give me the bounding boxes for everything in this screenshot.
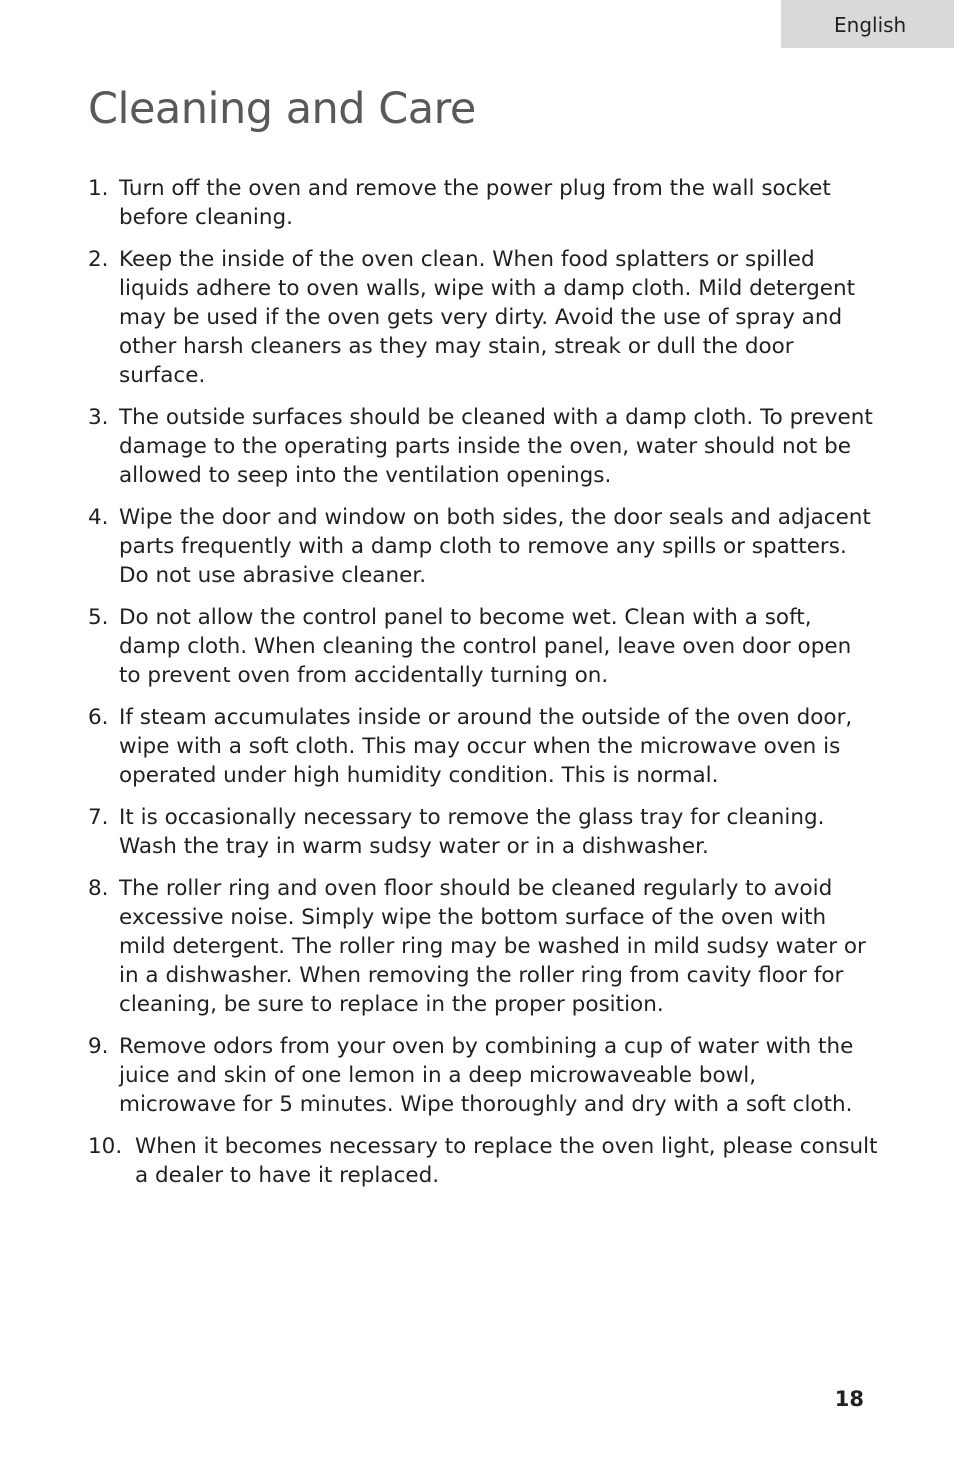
item-text: If steam accumulates inside or around the outside of the oven door, wipe with a soft cloth. This may occur when the microwave oven is operated under high humidity condition. This is normal.	[119, 705, 853, 788]
item-number: 8.	[88, 876, 109, 901]
item-text: The outside surfaces should be cleaned with a damp cloth. To prevent damage to the operating parts inside the oven, water should not be allowed to seep into the ventilation openings.	[119, 405, 873, 488]
list-item	[88, 1032, 878, 1119]
list-item	[88, 403, 878, 490]
item-text: Do not allow the control panel to become wet. Clean with a soft, damp cloth. When cleaning the control panel, leave oven door open to prevent oven from accidentally turning on.	[119, 605, 852, 688]
list-item	[88, 874, 878, 1019]
list-item	[88, 174, 878, 232]
list-item	[88, 803, 878, 861]
item-text: Wipe the door and window on both sides, the door seals and adjacent parts frequently with a damp cloth to remove any spills or spatters. Do not use abrasive cleaner.	[119, 505, 871, 588]
list-item	[88, 603, 878, 690]
item-text: When it becomes necessary to replace the oven light, please consult a dealer to have it replaced.	[135, 1134, 878, 1188]
language-label: English	[834, 13, 907, 37]
list-item	[88, 503, 878, 590]
list-item	[88, 245, 878, 390]
item-text: Keep the inside of the oven clean. When food splatters or spilled liquids adhere to oven walls, wipe with a damp cloth. Mild detergent may be used if the oven gets very dirty. Avoid the use of spray and other harsh cleaners as they may stain, streak or dull the door surface.	[119, 247, 856, 388]
page-title: Cleaning and Care	[88, 84, 476, 134]
instruction-list	[88, 174, 878, 1203]
item-number: 9.	[88, 1034, 109, 1059]
item-number: 10.	[88, 1134, 123, 1159]
page-number: 18	[834, 1387, 864, 1411]
list-item	[88, 703, 878, 790]
item-number: 7.	[88, 805, 109, 830]
item-number: 1.	[88, 176, 109, 201]
item-number: 2.	[88, 247, 109, 272]
list-item	[88, 1132, 878, 1190]
language-tab	[781, 0, 954, 48]
item-number: 5.	[88, 605, 109, 630]
item-number: 4.	[88, 505, 109, 530]
item-number: 6.	[88, 705, 109, 730]
item-text: Remove odors from your oven by combining a cup of water with the juice and skin of one lemon in a deep microwaveable bowl, microwave for 5 minutes. Wipe thoroughly and dry with a soft cloth.	[119, 1034, 854, 1117]
item-text: The roller ring and oven floor should be cleaned regularly to avoid excessive noise. Simply wipe the bottom surface of the oven with mild detergent. The roller ring may be washed in mild sudsy water or in a dishwasher. When removing the roller ring from cavity floor for cleaning, be sure to replace in the proper position.	[119, 876, 866, 1017]
item-number: 3.	[88, 405, 109, 430]
item-text: It is occasionally necessary to remove the glass tray for cleaning. Wash the tray in warm sudsy water or in a dishwasher.	[119, 805, 825, 859]
item-text: Turn off the oven and remove the power plug from the wall socket before cleaning.	[119, 176, 831, 230]
